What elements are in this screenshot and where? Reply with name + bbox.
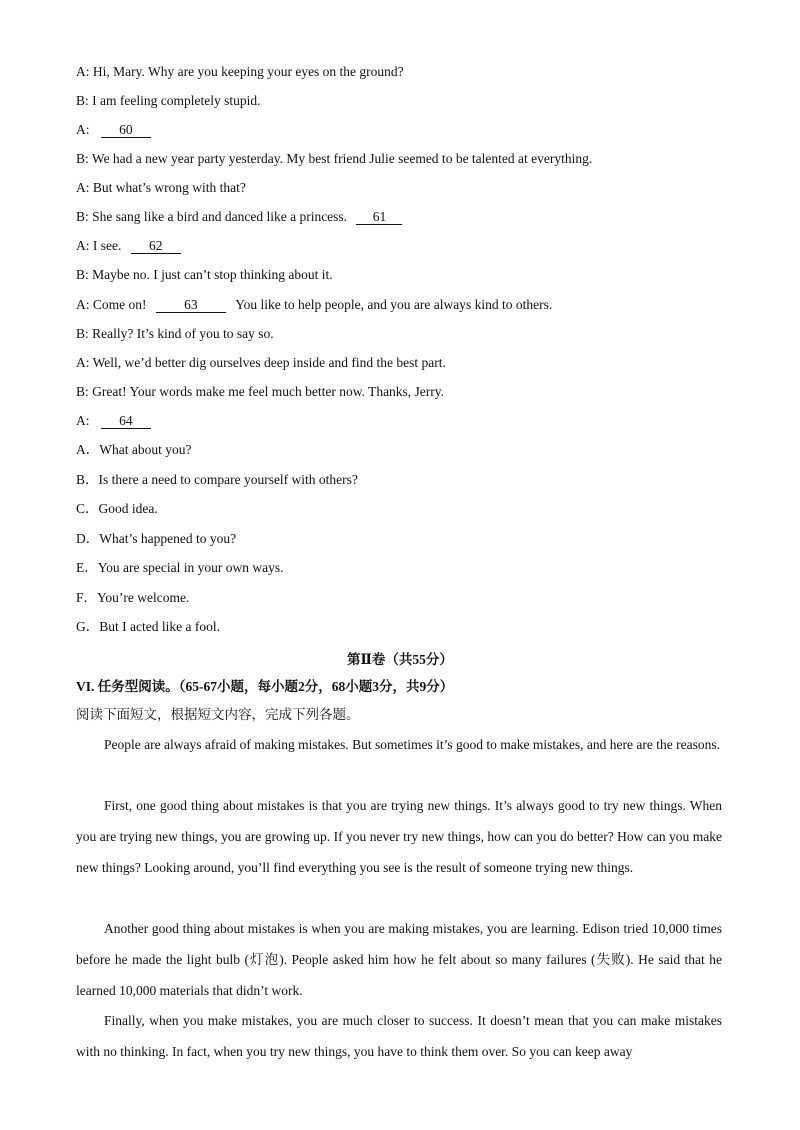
speaker-label: B: [76, 151, 89, 166]
speaker-label: A: [76, 238, 90, 253]
part-heading: VI. 任务型阅读。（65-67小题，每小题2分，68小题3分，共9分） [76, 679, 454, 694]
dialogue-line [76, 266, 333, 284]
option-item [76, 500, 158, 518]
option-text: What about you? [99, 442, 192, 457]
passage-paragraph: People are always afraid of making mistakes. But sometimes it’s good to make mistakes, and here are the reasons. [104, 737, 720, 752]
dialogue-text: She sang like a bird and danced like a princess. [92, 209, 348, 224]
dialogue-line [76, 179, 246, 197]
dialogue-line [76, 208, 402, 226]
dialogue-line [76, 296, 552, 314]
dialogue-line [76, 92, 260, 110]
speaker-label: B: [76, 384, 89, 399]
dialogue-line [76, 237, 181, 255]
speaker-label: A: [76, 413, 90, 428]
dialogue-line [76, 412, 151, 430]
dialogue-text: Well, we’d better dig ourselves deep inside and find the best part. [92, 355, 446, 370]
dialogue-text: We had a new year party yesterday. My best friend Julie seemed to be talented at everything. [91, 151, 593, 166]
option-text: Is there a need to compare yourself with others? [98, 472, 358, 487]
speaker-label: B: [76, 93, 89, 108]
option-letter: D． [76, 531, 100, 546]
option-letter: A． [76, 442, 100, 457]
speaker-label: A: [76, 297, 90, 312]
dialogue-line [76, 150, 592, 168]
option-text: Good idea. [98, 501, 158, 516]
dialogue-text: Really? It’s kind of you to say so. [92, 326, 274, 341]
instruction-text: 阅读下面短文，根据短文内容，完成下列各题。 [76, 707, 360, 722]
dialogue-text: Great! Your words make me feel much better now. Thanks, Jerry. [92, 384, 445, 399]
dialogue-line [76, 121, 151, 139]
option-text: But I acted like a fool. [99, 619, 220, 634]
dialogue-text: But what’s wrong with that? [92, 180, 246, 195]
answer-blank-60[interactable]: 60 [101, 122, 151, 138]
dialogue-line [76, 325, 274, 343]
option-text: You are special in your own ways. [97, 560, 284, 575]
option-letter: E． [76, 560, 98, 575]
speaker-label: A: [76, 64, 90, 79]
section-title: 第Ⅱ卷（共55分） [347, 652, 453, 667]
dialogue-text: I am feeling completely stupid. [92, 93, 261, 108]
option-text: What’s happened to you? [99, 531, 237, 546]
dialogue-text: I see. [92, 238, 122, 253]
answer-blank-63[interactable]: 63 [156, 297, 226, 313]
answer-blank-61[interactable]: 61 [356, 209, 402, 225]
dialogue-text-continued: You like to help people, and you are always kind to others. [235, 297, 553, 312]
passage-paragraph: Another good thing about mistakes is when you are making mistakes, you are learning. Edison tried 10,000 times before he made the light bulb (灯泡). People asked him how he felt about so many failures (失败). He said that he learned 10,000 materials that didn’t work. [76, 921, 722, 998]
speaker-label: B: [76, 209, 89, 224]
dialogue-line [76, 63, 404, 81]
passage-paragraph: Finally, when you make mistakes, you are much closer to success. It doesn’t mean that you can make mistakes with no thinking. In fact, when you try new things, you have to think them over. So you can keep away [76, 1013, 722, 1059]
option-item [76, 559, 283, 577]
option-item [76, 530, 236, 548]
option-item [76, 471, 358, 489]
option-letter: B． [76, 472, 99, 487]
option-letter: G． [76, 619, 100, 634]
dialogue-text: Hi, Mary. Why are you keeping your eyes on the ground? [92, 64, 404, 79]
option-letter: C． [76, 501, 99, 516]
option-letter: F． [76, 590, 98, 605]
speaker-label: A: [76, 180, 90, 195]
dialogue-line [76, 383, 444, 401]
option-item [76, 589, 189, 607]
option-item [76, 441, 191, 459]
option-text: You’re welcome. [97, 590, 190, 605]
dialogue-text: Come on! [92, 297, 147, 312]
answer-blank-64[interactable]: 64 [101, 413, 151, 429]
dialogue-text: Maybe no. I just can’t stop thinking about it. [92, 267, 333, 282]
dialogue-line [76, 354, 446, 372]
speaker-label: B: [76, 267, 89, 282]
speaker-label: B: [76, 326, 89, 341]
speaker-label: A: [76, 122, 90, 137]
passage-paragraph: First, one good thing about mistakes is that you are trying new things. It’s always good to try new things. When you are trying new things, you are growing up. If you never try new things, how can you do better? How can you make new things? Looking around, you’ll find everything you see is the result of someone trying new things. [76, 798, 722, 875]
option-item [76, 618, 220, 636]
answer-blank-62[interactable]: 62 [131, 238, 181, 254]
speaker-label: A: [76, 355, 90, 370]
